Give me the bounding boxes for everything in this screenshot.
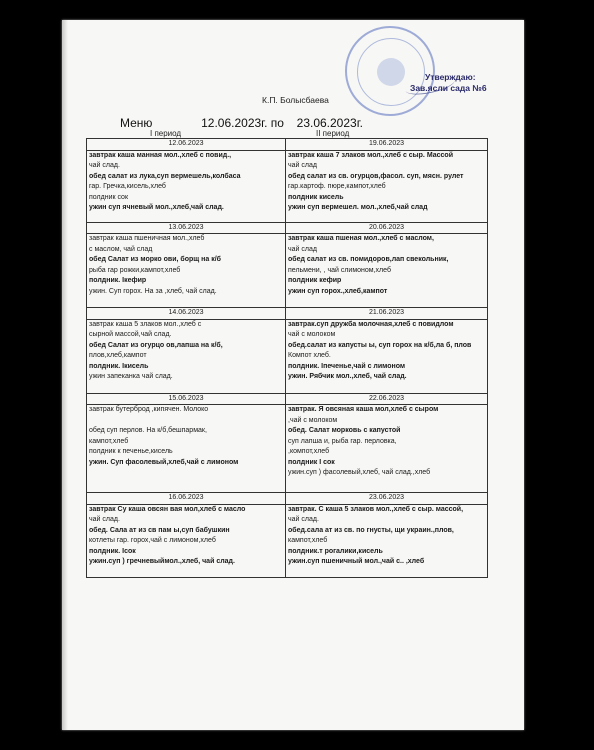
menu-line: плов,хлеб,кампот	[89, 352, 147, 359]
day-date: 23.06.2023	[286, 493, 488, 505]
menu-line: пельмени, , чай слимоном,хлеб	[288, 266, 391, 274]
date-row	[87, 493, 488, 505]
day-date: 19.06.2023	[286, 139, 488, 151]
menu-line: чай слад.	[288, 516, 319, 523]
menu-line: ужин. Суп горох. На за ,хлеб, чай слад.	[89, 287, 217, 295]
menu-line: обед. Салат морковь с капустой	[288, 427, 401, 434]
menu-line	[89, 416, 283, 427]
menu-line: ужин.суп ) фасолевый,хлеб, чай слад.,хлеб	[288, 469, 431, 476]
menu-line: завтрак Су каша овсян вая мол,хлеб с масло	[89, 505, 246, 513]
menu-line: чай слад.	[89, 162, 120, 169]
period-first: I период	[150, 129, 182, 138]
period-second: II период	[316, 129, 350, 138]
day-menu-cell	[286, 405, 488, 493]
date-row	[87, 393, 488, 405]
day-date: 20.06.2023	[286, 222, 488, 234]
menu-line: ужин суп вермешел. мол.,хлеб,чай слад	[288, 204, 428, 211]
menu-line: завтрак каша пшеничная мол.,хлеб	[89, 235, 205, 242]
day-menu-cell	[286, 234, 488, 308]
menu-line: кампот,хлеб	[89, 437, 129, 445]
menu-line: сырной массой,чай слад.	[89, 331, 172, 338]
day-date: 13.06.2023	[87, 222, 286, 234]
director-name: К.П. Болысбаева	[262, 95, 329, 105]
day-date: 16.06.2023	[87, 493, 286, 505]
scan-edge	[62, 20, 68, 730]
day-menu-cell	[87, 234, 286, 308]
menu-line: завтрак каша манная мол.,хлеб с повид.,	[89, 151, 232, 159]
day-menu-cell	[286, 150, 488, 222]
menu-row	[87, 319, 488, 393]
menu-line: завтрак. С каша 5 злаков мол.,хлеб с сыр. массой,	[288, 505, 464, 513]
menu-line: с маслом, чай слад	[89, 245, 153, 253]
menu-line: котлеты гар. горох,чай с лимоном,хлеб	[89, 537, 216, 544]
menu-row	[87, 150, 488, 222]
menu-line: полдник.т рогалики,кисель	[288, 547, 383, 555]
menu-line: завтрак каша пшеная мол.,хлеб с маслом,	[288, 235, 434, 242]
menu-line: чай слад	[288, 162, 317, 169]
day-menu-cell	[87, 405, 286, 493]
menu-line: обед Салат из морко ови, борщ на к/б	[89, 256, 221, 263]
menu-line: гар.картоф. пюре,кампот,хлеб	[288, 183, 386, 190]
menu-line: обед салат из св. огурцов,фасол. суп, мясн. рулет	[288, 172, 464, 180]
day-menu-cell	[87, 150, 286, 222]
menu-line: обед Салат из огурцо ов,лапша на к/б,	[89, 341, 223, 349]
menu-line: ужин.суп ) гречневыймол.,хлеб, чай слад.	[89, 558, 235, 565]
menu-line: полдник. Ісок	[89, 547, 136, 555]
menu-line: обед.салат из капусты ы, суп горох на к/б,ла б, плов	[288, 341, 472, 349]
menu-line: полдник кефир	[288, 277, 342, 284]
menu-table	[86, 138, 488, 578]
day-menu-cell	[286, 319, 488, 393]
menu-line: ужин суп ячневый мол.,хлеб,чай слад.	[89, 204, 224, 211]
official-stamp-icon	[345, 26, 435, 116]
day-date: 14.06.2023	[87, 308, 286, 320]
day-menu-cell	[87, 319, 286, 393]
menu-line: завтрак каша 5 злаков мол.,хлеб с	[89, 320, 202, 328]
day-date: 22.06.2023	[286, 393, 488, 405]
menu-line: ужин. Суп фасолевый,хлеб,чай с лимоном	[89, 458, 239, 466]
menu-line: полдник. Іпеченье,чай с лимоном	[288, 362, 406, 370]
menu-line: ужин запеканка чай слад.	[89, 373, 173, 380]
date-row	[87, 139, 488, 151]
menu-line: кампот,хлеб	[288, 537, 328, 544]
menu-line: завтрак.суп дружба молочная,хлеб с повидлом	[288, 320, 454, 328]
menu-line: завтрак. Я овсяная каша мол,хлеб с сыром	[288, 406, 439, 413]
menu-row	[87, 504, 488, 577]
menu-line: ужин суп горох.,хлеб,кампот	[288, 287, 388, 295]
date-row	[87, 308, 488, 320]
menu-line: завтрак бутерброд ,кипячен. Молоко	[89, 406, 209, 413]
menu-line: полдник кисель	[288, 193, 344, 201]
menu-row	[87, 405, 488, 493]
menu-line: гар. Гречка,кисель,хлеб	[89, 183, 166, 190]
approval-line-1: Утверждаю:	[425, 72, 476, 82]
menu-line: чай слад	[288, 245, 317, 253]
menu-line: ,чай с молоком	[288, 416, 338, 424]
menu-line: суп лапша и, рыба гар. перловка,	[288, 437, 397, 445]
menu-line: полдник. Ікефир	[89, 277, 147, 284]
menu-line: чай с молоком	[288, 331, 336, 338]
menu-line: обед салат из лука,суп вермешель,колбаса	[89, 172, 241, 180]
menu-line: рыба гар рожки,кампот,хлеб	[89, 266, 181, 274]
day-date: 15.06.2023	[87, 393, 286, 405]
day-date: 12.06.2023	[87, 139, 286, 151]
menu-line: полдник к печенье,кисель	[89, 448, 173, 455]
menu-line: обед. Сала ат из св пам ы,суп бабушкин	[89, 526, 230, 534]
date-row	[87, 222, 488, 234]
menu-line: полдник сок	[89, 193, 129, 201]
title-label: Меню	[120, 116, 153, 130]
menu-line: Компот хлеб.	[288, 352, 331, 359]
menu-line: чай слад.	[89, 516, 120, 523]
menu-row	[87, 234, 488, 308]
menu-line: завтрак каша 7 злаков мол.,хлеб с сыр. Массой	[288, 151, 453, 159]
day-menu-cell	[286, 504, 488, 577]
day-date: 21.06.2023	[286, 308, 488, 320]
title-date-to: 23.06.2023г.	[296, 116, 363, 130]
menu-line: полдник І сок	[288, 458, 335, 466]
menu-line: полдник. Ікисель	[89, 362, 149, 370]
title-by: по	[270, 116, 284, 130]
menu-line: обед суп перлов. На к/б,бешпармак,	[89, 427, 207, 434]
day-menu-cell	[87, 504, 286, 577]
menu-line: обед салат из св. помидоров,лап свекольник,	[288, 256, 449, 263]
menu-line: ,компот,хлеб	[288, 448, 330, 455]
menu-line: ужин.суп пшеничный мол.,чай с.. ,хлеб	[288, 558, 425, 565]
menu-line: обед.сала ат из св. по гнусты, щи украин.,плов,	[288, 526, 454, 534]
menu-line: ужин. Рябчик мол.,хлеб, чай слад.	[288, 373, 407, 380]
title-date-from: 12.06.2023г.	[201, 116, 268, 130]
page-title	[120, 116, 363, 130]
approval-line-2: Зав.ясли сада №6	[410, 83, 487, 93]
